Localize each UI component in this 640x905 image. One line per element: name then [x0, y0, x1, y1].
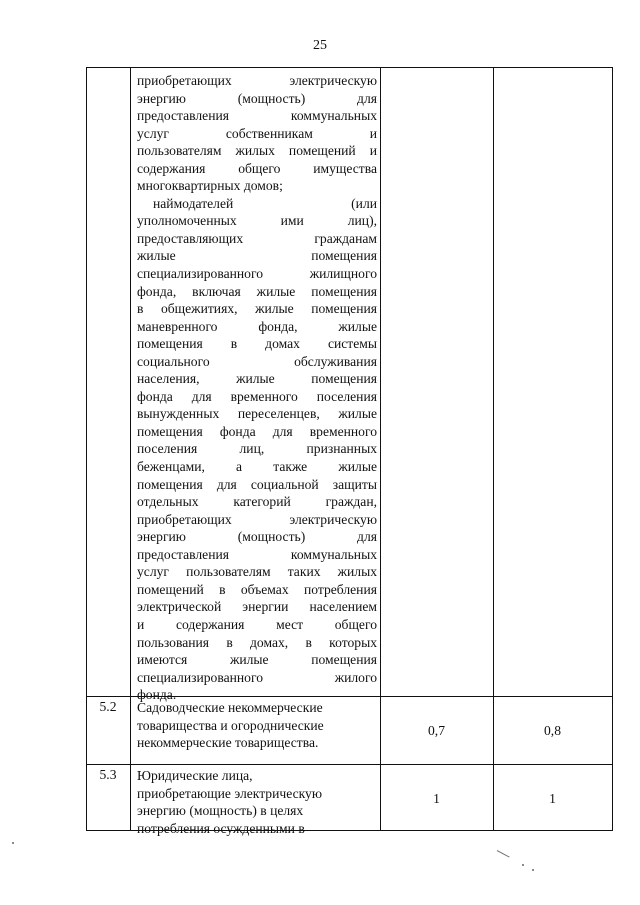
text-line: в общежитиях, жилые помещения	[137, 301, 377, 317]
text-line: энергию (мощность) для	[137, 90, 377, 106]
text-line: приобретающих электрическую	[137, 511, 377, 527]
text-line: электрической энергии населением	[137, 599, 377, 615]
text-line: пользования в домах, в которых	[137, 634, 377, 650]
row-description-5-2	[137, 699, 377, 752]
text-line: фонда для временного поселения	[137, 388, 377, 404]
text-line: поселения лиц, признанных	[137, 441, 377, 457]
text-line: социального обслуживания	[137, 353, 377, 369]
text-line: предоставляющих гражданам	[137, 230, 377, 246]
text-line: услуг пользователям таких жилых	[137, 564, 377, 580]
row-value1-5-3: 1	[433, 791, 440, 806]
text-line: помещения в домах системы	[137, 336, 377, 352]
text-line: некоммерческие товарищества.	[137, 735, 319, 751]
text-line: наймодателей (или	[153, 195, 377, 211]
row-description-5-3	[137, 767, 377, 837]
row-divider-5-3	[86, 764, 613, 765]
text-line: имеются жилые помещения	[137, 652, 377, 668]
text-line: и содержания мест общего	[137, 616, 377, 632]
text-line: Юридические лица,	[137, 768, 253, 783]
text-line: приобретающие электрическую	[137, 785, 322, 801]
text-line: беженцами, а также жилые	[137, 459, 377, 475]
text-line: жилые помещения	[137, 248, 377, 264]
text-line: специализированного жилищного	[137, 266, 377, 282]
text-line: энергию (мощность) для	[137, 529, 377, 545]
text-line: энергию (мощность) в целях	[137, 803, 304, 819]
text-line: маневренного фонда, жилые	[137, 318, 377, 334]
text-line: отдельных категорий граждан,	[137, 494, 377, 510]
text-line: услуг собственникам и	[137, 125, 377, 141]
column-border-left	[86, 67, 87, 831]
scan-mark	[497, 850, 510, 857]
column-border-description	[380, 67, 381, 831]
text-line: приобретающих электрическую	[137, 73, 377, 88]
scan-dot	[522, 864, 524, 866]
text-line: предоставления коммунальных	[137, 546, 377, 562]
text-line: помещения фонда для временного	[137, 423, 377, 439]
text-line: вынужденных переселенцев, жилые	[137, 406, 377, 422]
scan-dot	[12, 842, 14, 844]
row-number-5-3: 5.3	[99, 767, 117, 782]
scan-dot	[532, 869, 534, 871]
text-line: помещения для социальной защиты	[137, 476, 377, 492]
column-border-value1	[493, 67, 494, 831]
page-number: 25	[313, 38, 327, 53]
tariff-table	[86, 67, 613, 836]
text-line: содержания общего имущества	[137, 160, 377, 176]
row-value2-5-2: 0,8	[544, 723, 561, 738]
text-line: фонда.	[137, 687, 177, 703]
text-line: потребления осужденными в	[137, 820, 305, 836]
column-border-right	[612, 67, 613, 831]
text-line: помещений в объемах потребления	[137, 581, 377, 597]
text-line: фонда, включая жилые помещения	[137, 283, 377, 299]
text-line: уполномоченных ими лиц),	[137, 213, 377, 229]
column-border-number	[130, 67, 131, 831]
text-line: Садоводческие некоммерческие	[137, 700, 323, 715]
table-top-border	[86, 67, 613, 68]
text-line: населения, жилые помещения	[137, 371, 377, 387]
row-value2-5-3: 1	[549, 791, 556, 806]
row-number-5-2: 5.2	[99, 699, 117, 714]
text-line: пользователям жилых помещений и	[137, 143, 377, 159]
row-value1-5-2: 0,7	[428, 723, 445, 738]
text-line: специализированного жилого	[137, 669, 377, 685]
text-line: товарищества и огороднические	[137, 717, 324, 733]
text-line: предоставления коммунальных	[137, 108, 377, 124]
continuation-description	[137, 72, 377, 704]
text-line: многоквартирных домов;	[137, 178, 283, 194]
